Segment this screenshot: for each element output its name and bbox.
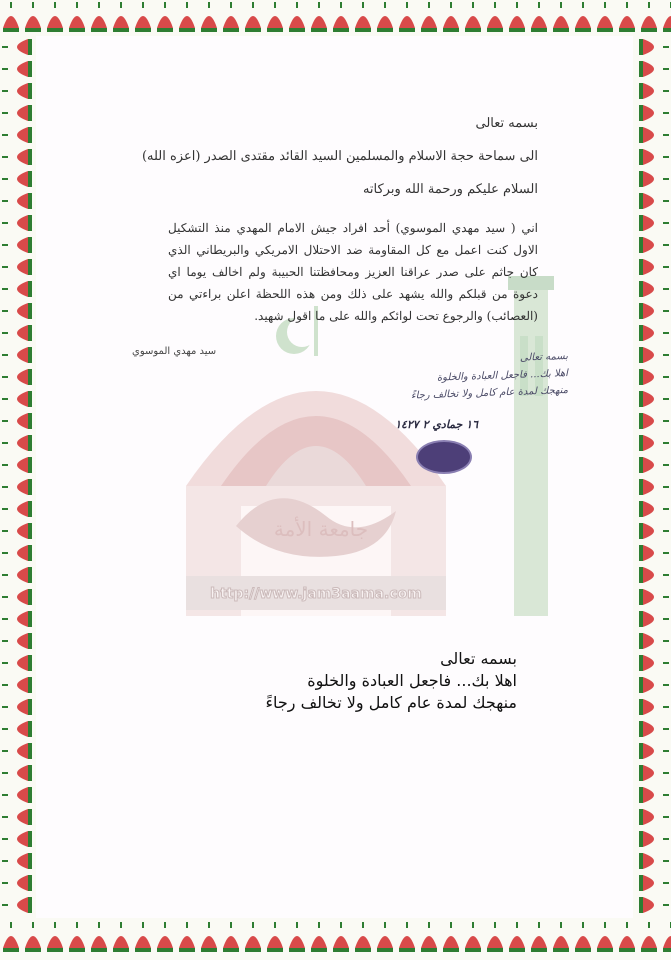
transcription-line-2: اهلا بك... فاجعل العبادة والخلوة xyxy=(307,671,517,690)
handwritten-date: ١٦ جمادي ٢ ١٤٢٧ xyxy=(395,418,478,431)
watermark-logo-text: جامعة الأمة xyxy=(273,517,369,541)
mosque-dome-border-icon xyxy=(0,0,671,36)
letter-paper xyxy=(36,36,633,918)
top-mosque-border xyxy=(0,0,671,36)
mosque-dome-border-icon xyxy=(0,36,36,918)
seal-stamp-icon xyxy=(416,440,472,474)
reply-transcription xyxy=(266,648,517,714)
transcription-line-3: منهجك لمدة عام كامل ولا تخالف رجاءً xyxy=(265,693,517,712)
letter-addressee: الى سماحة حجة الاسلام والمسلمين السيد القائد مقتدى الصدر (اعزه الله) xyxy=(141,149,538,164)
letter-body: اني ( سيد مهدي الموسوي) أحد افراد جيش الامام المهدي منذ التشكيل الاول كنت اعمل مع كل المقاومة ضد الاحتلال الامريكي والبريطاني الذي كان جاثم على صدر عراقنا العزيز ومحافظتنا الحبيبة ولم اخالف يوما اي دعوة من قبلكم والله يشهد على ذلك ومن هذه اللحظة اعلن براءتي من (العصائب) والرجوع تحت لوائكم والله على ما اقول شهيد. xyxy=(168,221,538,323)
mosque-logo-watermark-icon xyxy=(36,36,633,918)
mosque-dome-border-icon xyxy=(0,918,671,960)
right-mosque-border xyxy=(633,36,671,918)
mosque-dome-border-icon xyxy=(633,36,671,918)
handwritten-line-3: منهجك لمدة عام كامل ولا تخالف رجاءً xyxy=(410,385,569,402)
handwritten-reply xyxy=(348,348,569,431)
letter-signature-name: سيد مهدي الموسوي xyxy=(132,346,217,357)
watermark-url: http://www.jam3aama.com xyxy=(210,586,422,602)
transcription-line-1: بسمه تعالى xyxy=(440,649,517,668)
handwritten-line-1: بسمه تعالى xyxy=(519,351,569,364)
left-mosque-border xyxy=(0,36,36,918)
letter-greeting: السلام عليكم ورحمة الله وبركاته xyxy=(362,182,538,197)
bottom-mosque-border xyxy=(0,918,671,960)
handwritten-line-2: اهلا بك... فاجعل العبادة والخلوة xyxy=(436,368,569,384)
letter-basmala: بسمه تعالى xyxy=(475,116,538,131)
